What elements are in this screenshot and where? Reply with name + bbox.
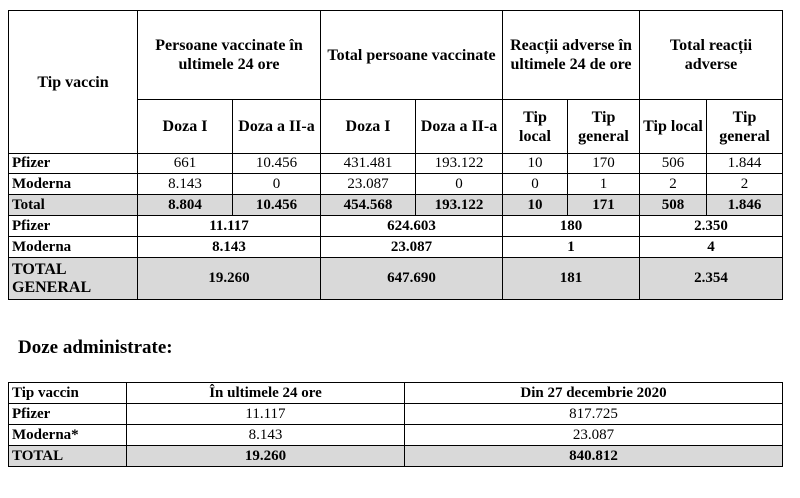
summary-row xyxy=(9,237,783,258)
summary-row xyxy=(9,258,783,300)
header-adverse-24h: Reacții adverse în ultimele 24 de ore xyxy=(503,11,640,100)
table-row xyxy=(9,195,783,216)
row-label: Moderna* xyxy=(9,425,127,446)
cell: 10 xyxy=(503,154,568,174)
cell: 840.812 xyxy=(405,446,783,467)
cell: 1 xyxy=(568,174,640,195)
vaccination-table xyxy=(8,10,783,300)
cell: 661 xyxy=(138,154,233,174)
cell: 10.456 xyxy=(233,154,321,174)
cell: 0 xyxy=(503,174,568,195)
cell: 11.117 xyxy=(138,216,321,237)
cell: 4 xyxy=(640,237,783,258)
header-tip-general: Tip general xyxy=(568,100,640,154)
header-total-adverse: Total reacții adverse xyxy=(640,11,783,100)
cell: 8.143 xyxy=(138,237,321,258)
table-header-row xyxy=(9,383,783,404)
cell: 181 xyxy=(503,258,640,300)
cell: 8.804 xyxy=(138,195,233,216)
header-tip-general: Tip general xyxy=(707,100,783,154)
cell: 508 xyxy=(640,195,707,216)
header-doza1: Doza I xyxy=(138,100,233,154)
header-total-vaccinated: Total persoane vaccinate xyxy=(321,11,503,100)
header-tip-vaccin: Tip vaccin xyxy=(9,11,138,154)
cell: 2.350 xyxy=(640,216,783,237)
header-tip-local: Tip local xyxy=(503,100,568,154)
row-label: Moderna xyxy=(9,237,138,258)
row-label: Pfizer xyxy=(9,216,138,237)
header-doza2: Doza a II-a xyxy=(233,100,321,154)
cell: 19.260 xyxy=(138,258,321,300)
cell: 10 xyxy=(503,195,568,216)
summary-row xyxy=(9,216,783,237)
header-vaccinated-24h: Persoane vaccinate în ultimele 24 ore xyxy=(138,11,321,100)
header-last-24h: În ultimele 24 ore xyxy=(127,383,405,404)
cell: 2 xyxy=(640,174,707,195)
cell: 193.122 xyxy=(416,195,503,216)
cell: 8.143 xyxy=(127,425,405,446)
cell: 23.087 xyxy=(405,425,783,446)
cell: 506 xyxy=(640,154,707,174)
row-label: TOTAL GENERAL xyxy=(9,258,138,300)
cell: 23.087 xyxy=(321,237,503,258)
cell: 624.603 xyxy=(321,216,503,237)
cell: 180 xyxy=(503,216,640,237)
cell: 10.456 xyxy=(233,195,321,216)
cell: 454.568 xyxy=(321,195,416,216)
header-tip-vaccin: Tip vaccin xyxy=(9,383,127,404)
cell: 431.481 xyxy=(321,154,416,174)
row-label: Total xyxy=(9,195,138,216)
row-label: TOTAL xyxy=(9,446,127,467)
cell: 1.844 xyxy=(707,154,783,174)
cell: 11.117 xyxy=(127,404,405,425)
section-heading: Doze administrate: xyxy=(18,337,173,358)
table-row xyxy=(9,174,783,195)
cell: 171 xyxy=(568,195,640,216)
row-label: Pfizer xyxy=(9,404,127,425)
table-row xyxy=(9,404,783,425)
cell: 19.260 xyxy=(127,446,405,467)
header-doza2: Doza a II-a xyxy=(416,100,503,154)
cell: 0 xyxy=(416,174,503,195)
cell: 2 xyxy=(707,174,783,195)
cell: 1.846 xyxy=(707,195,783,216)
cell: 23.087 xyxy=(321,174,416,195)
table-row xyxy=(9,154,783,174)
cell: 193.122 xyxy=(416,154,503,174)
header-tip-local: Tip local xyxy=(640,100,707,154)
table-row xyxy=(9,425,783,446)
cell: 170 xyxy=(568,154,640,174)
cell: 8.143 xyxy=(138,174,233,195)
cell: 2.354 xyxy=(640,258,783,300)
cell: 1 xyxy=(503,237,640,258)
row-label: Moderna xyxy=(9,174,138,195)
cell: 0 xyxy=(233,174,321,195)
cell: 647.690 xyxy=(321,258,503,300)
row-label: Pfizer xyxy=(9,154,138,174)
header-since-date: Din 27 decembrie 2020 xyxy=(405,383,783,404)
header-doza1: Doza I xyxy=(321,100,416,154)
table-row xyxy=(9,446,783,467)
doses-table xyxy=(8,382,783,467)
cell: 817.725 xyxy=(405,404,783,425)
